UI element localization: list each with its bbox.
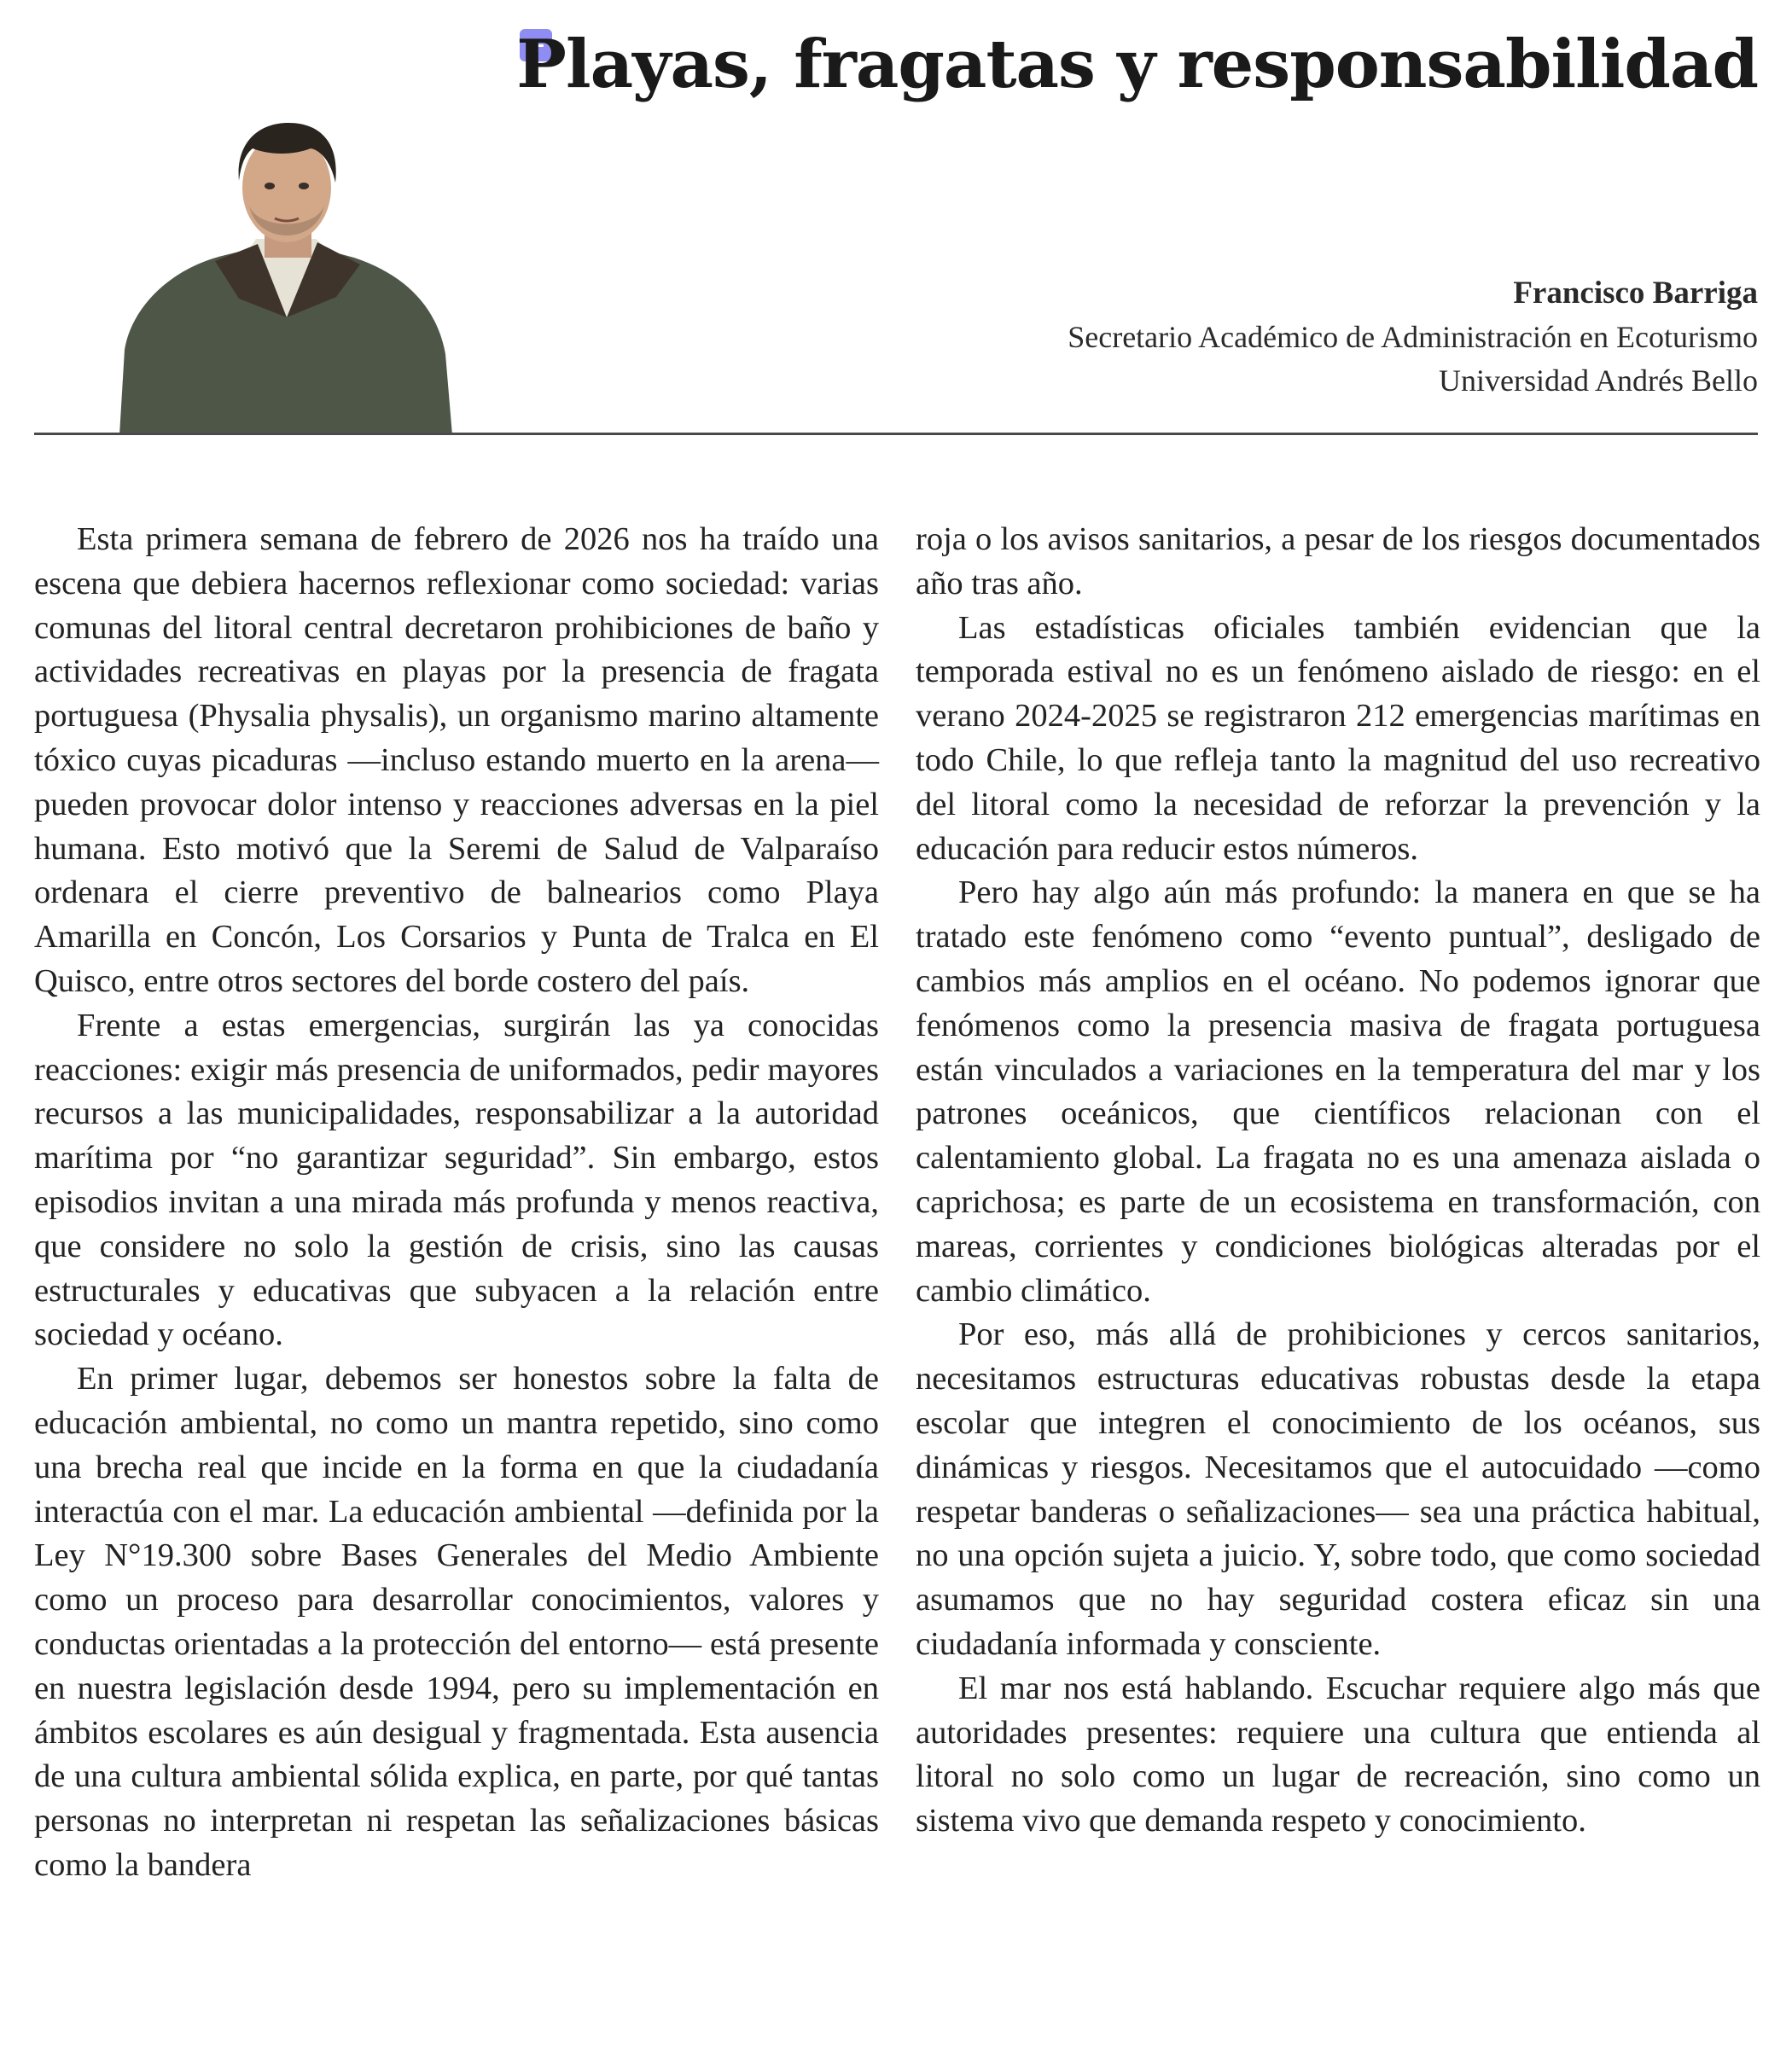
paragraph: Frente a estas emergencias, surgirán las ya conocidas reacciones: exigir más presencia de uniformados, pedir mayores recursos a las municipalidades, responsabilizar a la autoridad marítima por “no garantizar seguridad”. Sin embargo, estos episodios invitan a una mirada más profunda y menos reactiva, que considere no solo la gestión de crisis, sino las causas estructurales y educativas que subyacen a la relación entre sociedad y océano.	[34, 1007, 879, 1353]
paragraph: Esta primera semana de febrero de 2026 nos ha traído una escena que debiera hacernos reflexionar como sociedad: varias comunas del litoral central decretaron prohibiciones de baño y actividades recreativas en playas por la presencia de fragata portuguesa (Physalia physalis), un organismo marino altamente tóxico cuyas picaduras —incluso estando muerto en la arena— pueden provocar dolor intenso y reacciones adversas en la piel humana. Esto motivó que la Seremi de Salud de Valparaíso ordenara el cierre preventivo de balnearios como Playa Amarilla en Concón, Los Corsarios y Punta de Tralca en El Quisco, entre otros sectores del borde costero del país.	[34, 521, 879, 999]
author-byline	[1068, 271, 1758, 403]
header-divider	[34, 433, 1758, 435]
paragraph: En primer lugar, debemos ser honestos sobre la falta de educación ambiental, no como un mantra repetido, sino como una brecha real que incide en la forma en que la ciudadanía interactúa con el mar. La educación ambiental —definida por la Ley N°19.300 sobre Bases Generales del Medio Ambiente como un proceso para desarrollar conocimientos, valores y conductas orientadas a la protección del entorno— está presente en nuestra legislación desde 1994, pero su implementación en ámbitos escolares es aún desigual y fragmentada. Esta ausencia de una cultura ambiental sólida explica, en parte, por qué tantas personas no interpretan ni respetan las señalizaciones básicas como la bandera	[34, 1361, 879, 1883]
paragraph: roja o los avisos sanitarios, a pesar de los riesgos documentados año tras año.	[916, 521, 1760, 601]
author-organization: Universidad Andrés Bello	[1439, 363, 1758, 398]
article-title: Playas, fragatas y responsabilidad	[516, 26, 1758, 103]
paragraph: Las estadísticas oficiales también evidencian que la temporada estival no es un fenómeno aislado de riesgo: en el verano 2024-2025 se registraron 212 emergencias marítimas en todo Chile, lo que refleja tanto la magnitud del uso recreativo del litoral como la necesidad de reforzar la prevención y la educación para reducir estos números.	[916, 609, 1760, 867]
article-column-left	[34, 518, 879, 1888]
author-name: Francisco Barriga	[1513, 276, 1758, 311]
paragraph: El mar nos está hablando. Escuchar requiere algo más que autoridades presentes: requiere una cultura que entienda al litoral no solo como un lugar de recreación, sino como un sistema vivo que demanda respeto y conocimiento.	[916, 1670, 1760, 1839]
author-portrait	[119, 94, 452, 435]
author-role: Secretario Académico de Administración en Ecoturismo	[1068, 320, 1758, 354]
paragraph: Pero hay algo aún más profundo: la manera en que se ha tratado este fenómeno como “evento puntual”, desligado de cambios más amplios en el océano. No podemos ignorar que fenómenos como la presencia masiva de fragata portuguesa están vinculados a variaciones en la temperatura del mar y los patrones oceánicos, que científicos relacionan con el calentamiento global. La fragata no es una amenaza aislada o caprichosa; es parte de un ecosistema en transformación, con mareas, corrientes y condiciones biológicas alteradas por el cambio climático.	[916, 874, 1760, 1309]
paragraph: Por eso, más allá de prohibiciones y cercos sanitarios, necesitamos estructuras educativas robustas desde la etapa escolar que integren el conocimiento de los océanos, sus dinámicas y riesgos. Necesitamos que el autocuidado —como respetar banderas o señalizaciones— sea una práctica habitual, no una opción sujeta a juicio. Y, sobre todo, que como sociedad asumamos que no hay seguridad costera eficaz sin una ciudadanía informada y consciente.	[916, 1316, 1760, 1662]
article-column-right	[916, 518, 1760, 1844]
